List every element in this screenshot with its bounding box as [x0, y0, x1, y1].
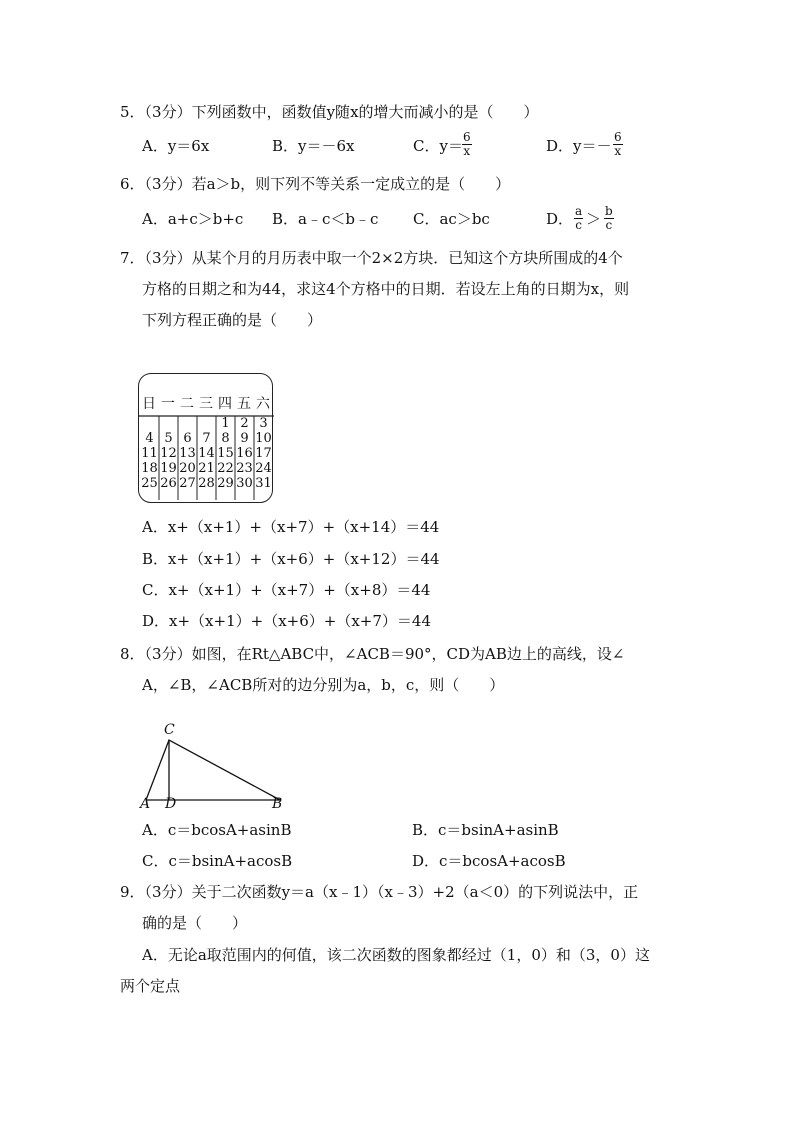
- calendar-day-cell: 17: [255, 446, 272, 461]
- q5-option-d-prefix: D．y＝－: [546, 137, 612, 155]
- fraction-denominator: x: [614, 144, 622, 158]
- q9-stem-line-2: 确的是（ ）: [142, 914, 248, 932]
- calendar-day-cell: 27: [179, 476, 196, 491]
- calendar-day-cell: 15: [217, 446, 234, 461]
- q9-option-a-line-1: A．无论a取范围内的何值，该二次函数的图象都经过（1，0）和（3，0）这: [142, 946, 650, 964]
- calendar-day-cell: 9: [240, 431, 249, 446]
- fraction-numerator: b: [605, 204, 613, 218]
- calendar-day-cell: 4: [145, 431, 154, 446]
- calendar-day-cell: 24: [255, 461, 272, 476]
- calendar-weekday-header: 六: [256, 396, 270, 412]
- q7-stem-line-3: 下列方程正确的是（ ）: [142, 311, 323, 329]
- calendar-weekday-header: 一: [161, 396, 175, 412]
- q5-option-d-fraction: [613, 131, 623, 158]
- q8-option-d: D．c＝bcosA+acosB: [412, 852, 566, 870]
- vertex-label-d: D: [165, 796, 177, 812]
- calendar-day-cell: 16: [236, 446, 253, 461]
- triangle-figure: [138, 722, 288, 814]
- fraction-numerator: 6: [463, 130, 471, 144]
- q5-stem: 5．（3分）下列函数中，函数值y随x的增大而减小的是（ ）: [120, 103, 539, 121]
- calendar-day-cell: 21: [198, 461, 215, 476]
- calendar-weekday-header: 五: [237, 396, 251, 412]
- q6-option-d-fraction-left: [574, 205, 583, 232]
- q6-stem: 6．（3分）若a＞b，则下列不等关系一定成立的是（ ）: [120, 175, 511, 193]
- calendar-day-cell: 30: [236, 476, 253, 491]
- q9-option-a-line-2: 两个定点: [120, 977, 181, 995]
- q6-option-a: A．a+c＞b+c: [142, 210, 244, 228]
- q8-option-b: B．c＝bsinA+asinB: [412, 821, 559, 839]
- calendar-day-cell: 2: [240, 416, 249, 431]
- calendar-weekday-header: 四: [218, 396, 232, 412]
- calendar-day-cell: 25: [141, 476, 158, 491]
- vertex-label-c: C: [164, 722, 175, 738]
- triangle-diagram: [138, 728, 288, 814]
- q5-option-b: B．y＝－6x: [272, 137, 355, 155]
- calendar-weekday-header: 三: [199, 396, 213, 412]
- calendar-day-cell: 26: [160, 476, 177, 491]
- calendar-weekday-header: 日: [142, 396, 156, 412]
- q6-option-d-greater-sign: ＞: [586, 210, 602, 228]
- q5-option-c-prefix: C．y＝: [413, 137, 463, 155]
- q8-option-c: C．c＝bsinA+acosB: [142, 852, 293, 870]
- calendar-day-cell: 10: [255, 431, 272, 446]
- calendar-day-cell: 31: [255, 476, 272, 491]
- q8-option-a: A．c＝bcosA+asinB: [142, 821, 292, 839]
- calendar-day-cell: 23: [236, 461, 253, 476]
- q7-stem-line-2: 方格的日期之和为44，求这4个方格中的日期．若设左上角的日期为x，则: [142, 280, 630, 298]
- calendar-day-cell: 18: [141, 461, 158, 476]
- calendar-day-cell: 22: [217, 461, 234, 476]
- calendar-day-cell: 3: [259, 416, 268, 431]
- q6-option-d-fraction-right: [604, 205, 614, 232]
- calendar-day-cell: 20: [179, 461, 196, 476]
- q7-option-a: A．x+（x+1）+（x+7）+（x+14）＝44: [142, 518, 440, 536]
- q6-option-d-prefix: D．: [546, 210, 574, 228]
- calendar-day-cell: 19: [160, 461, 177, 476]
- q6-option-b: B．a﹣c＜b﹣c: [272, 210, 379, 228]
- calendar-day-cell: 29: [217, 476, 234, 491]
- q7-option-d: D．x+（x+1）+（x+6）+（x+7）＝44: [142, 612, 431, 630]
- q7-option-b: B．x+（x+1）+（x+6）+（x+12）＝44: [142, 550, 440, 568]
- fraction-numerator: 6: [614, 130, 622, 144]
- q5-option-d: [546, 136, 612, 156]
- calendar-day-cell: 11: [141, 446, 158, 461]
- calendar-day-cell: 28: [198, 476, 215, 491]
- calendar-day-cell: 5: [164, 431, 173, 446]
- q6-option-c: C．ac＞bc: [413, 210, 490, 228]
- q7-option-c: C．x+（x+1）+（x+7）+（x+8）＝44: [142, 581, 431, 599]
- triangle-abc: [146, 740, 280, 800]
- vertex-label-a: A: [140, 796, 151, 812]
- q8-stem-line-1: 8．（3分）如图，在Rt△ABC中，∠ACB＝90°，CD为AB边上的高线，设∠: [120, 645, 625, 663]
- fraction-denominator: c: [605, 218, 613, 232]
- calendar-weekday-header: 二: [180, 396, 194, 412]
- calendar-day-cell: 6: [183, 431, 192, 446]
- calendar-day-cell: 1: [221, 416, 230, 431]
- calendar-day-cell: 14: [198, 446, 215, 461]
- q8-stem-line-2: A，∠B，∠ACB所对的边分别为a，b，c，则（ ）: [142, 676, 505, 694]
- calendar-day-cell: 12: [160, 446, 177, 461]
- calendar-day-cell: 8: [221, 431, 230, 446]
- q5-option-c-fraction: [462, 131, 472, 158]
- calendar-figure: [138, 373, 273, 503]
- q6-option-d: [546, 209, 573, 229]
- q9-stem-line-1: 9．（3分）关于二次函数y＝a（x﹣1）（x﹣3）+2（a＜0）的下列说法中，正: [120, 883, 639, 901]
- vertex-label-b: B: [272, 796, 283, 812]
- q5-option-a: A．y＝6x: [142, 137, 210, 155]
- q5-option-c: [413, 136, 463, 156]
- calendar-day-cell: 13: [179, 446, 196, 461]
- fraction-denominator: x: [463, 144, 471, 158]
- calendar-day-cell: 7: [202, 431, 211, 446]
- fraction-denominator: c: [575, 218, 582, 232]
- q7-stem-line-1: 7．（3分）从某个月的月历表中取一个2×2方块．已知这个方块所围成的4个: [120, 249, 623, 267]
- fraction-numerator: a: [575, 204, 583, 218]
